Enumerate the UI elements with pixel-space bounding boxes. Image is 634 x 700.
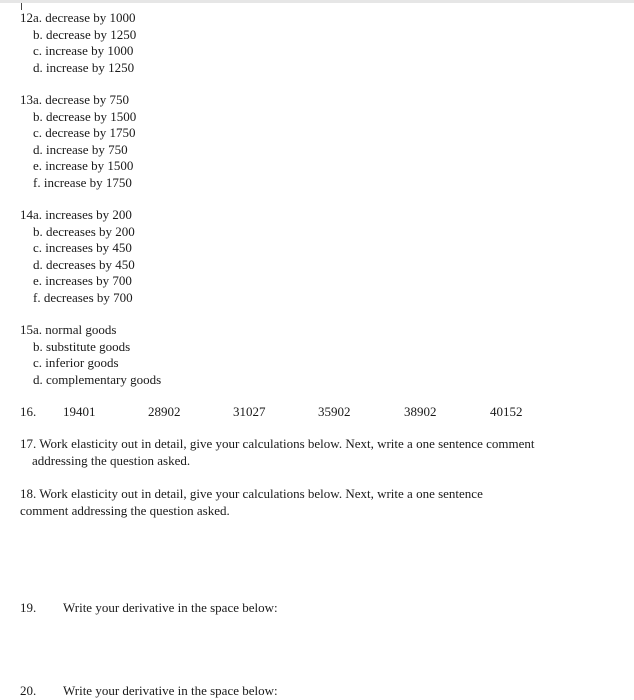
question-18-line-1: 18. Work elasticity out in detail, give your calculations below. Next, write a one sentence (20, 486, 483, 501)
option-14d: d. decreases by 450 (33, 256, 135, 272)
question-20 (20, 683, 278, 700)
option-14e: e. increases by 700 (33, 273, 132, 288)
option-14a: 14a. increases by 200 (20, 207, 132, 222)
value-5: 38902 (404, 404, 437, 419)
option-12d: d. increase by 1250 (33, 59, 135, 75)
question-16-values (20, 404, 620, 421)
option-13f: f. increase by 1750 (33, 174, 132, 190)
option-12c: c. increase by 1000 (33, 43, 134, 58)
question-18 (20, 486, 620, 519)
question-17 (20, 436, 620, 469)
value-6: 40152 (490, 404, 523, 419)
question-17-line-1: 17. Work elasticity out in detail, give your calculations below. Next, write a one sentence comment (20, 436, 535, 451)
question-19 (20, 600, 278, 617)
question-19-text: Write your derivative in the space below: (63, 600, 278, 615)
option-13b: b. decrease by 1500 (33, 108, 137, 124)
question-19-number: 19. (20, 600, 37, 615)
question-20-number: 20. (20, 683, 37, 698)
option-13c: c. decrease by 1750 (33, 125, 136, 140)
question-16-label: 16. (20, 404, 37, 419)
option-14b: b. decreases by 200 (33, 223, 135, 239)
top-edge-bar (0, 0, 634, 3)
option-12b: b. decrease by 1250 (33, 26, 137, 42)
value-3: 31027 (233, 404, 266, 419)
question-20-text: Write your derivative in the space below: (63, 683, 278, 698)
value-4: 35902 (318, 404, 351, 419)
question-17-line-2: addressing the question asked. (32, 452, 191, 468)
option-13a: 13a. decrease by 750 (20, 92, 130, 107)
option-14f: f. decreases by 700 (33, 289, 133, 305)
question-18-line-2: comment addressing the question asked. (20, 502, 230, 518)
option-13d: d. increase by 750 (33, 141, 128, 157)
value-2: 28902 (148, 404, 181, 419)
question-12-options (20, 10, 136, 76)
text-cursor (21, 3, 22, 10)
option-12a: 12a. decrease by 1000 (20, 10, 136, 25)
question-15-options (20, 322, 161, 388)
question-14-options (20, 207, 135, 306)
option-15b: b. substitute goods (33, 338, 131, 354)
option-15c: c. inferior goods (33, 355, 119, 370)
question-13-options (20, 92, 136, 191)
option-15d: d. complementary goods (33, 371, 162, 387)
value-1: 19401 (63, 404, 96, 419)
option-13e: e. increase by 1500 (33, 158, 134, 173)
option-14c: c. increases by 450 (33, 240, 132, 255)
option-15a: 15a. normal goods (20, 322, 117, 337)
